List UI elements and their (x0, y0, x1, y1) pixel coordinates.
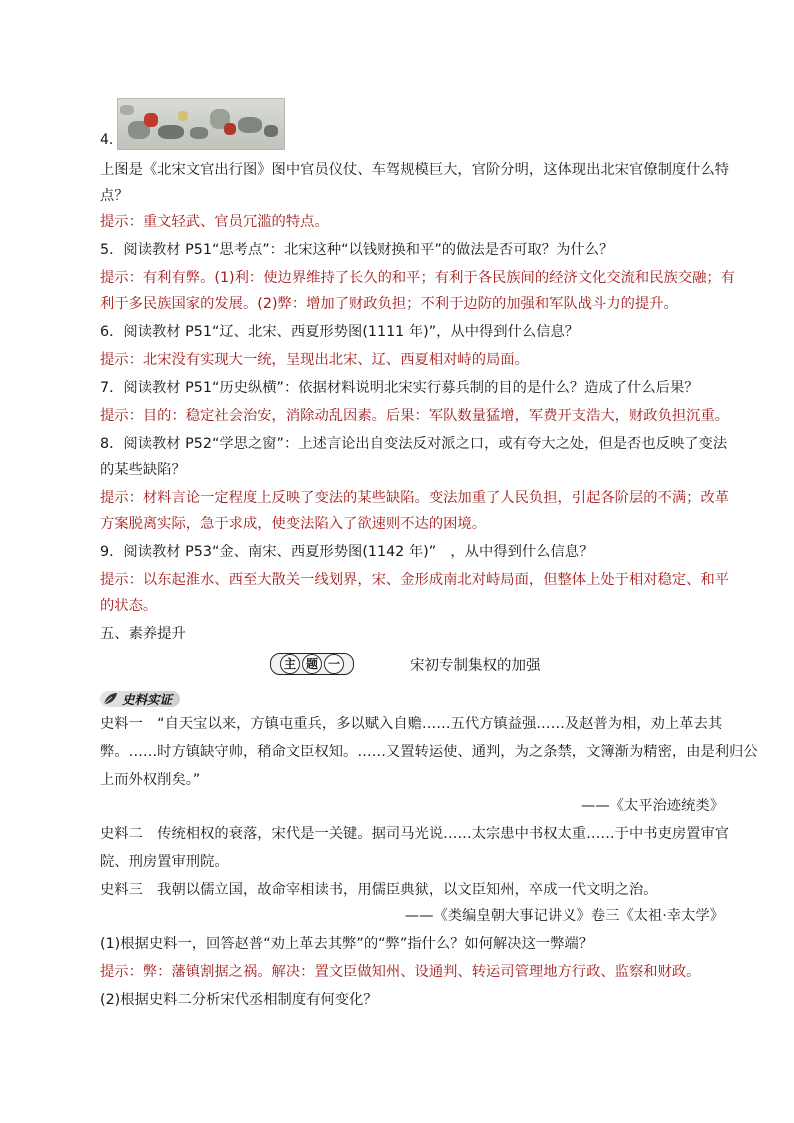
section-tag-label: 史料实证 (122, 692, 173, 707)
source-1: 史料一 “自天宝以来，方镇屯重兵，多以赋入自赡……五代方镇益强……及赵普为相，劝上革去其 (100, 716, 723, 732)
painting-image-icon (117, 98, 285, 150)
question-5: 5．阅读教材 P51“思考点”：北宋这种“以钱财换和平”的做法是否可取？为什么？ (100, 242, 614, 258)
hint-line: 提示：重文轻武、官员冗滥的特点。 (100, 214, 329, 230)
theme-badge-char: 一 (324, 654, 344, 674)
text-line: 上图是《北宋文官出行图》图中官员仪仗、车驾规模巨大，官阶分明，这体现出北宋官僚制度什么特 (100, 162, 730, 178)
theme-badge (270, 653, 354, 675)
source-3: 史料三 我朝以儒立国，故命宰相读书，用儒臣典狱，以文臣知州，卒成一代文明之治。 (100, 882, 658, 898)
theme-badge-char: 题 (302, 654, 322, 674)
hint-line: 利于多民族国家的发展。(2)弊：增加了财政负担；不利于边防的加强和军队战斗力的提升。 (100, 296, 678, 312)
hint-line: 的状态。 (100, 598, 158, 614)
source-1-cont: 上而外权削矣。” (100, 772, 201, 788)
hint-line: 提示：北宋没有实现大一统，呈现出北宋、辽、西夏相对峙的局面。 (100, 352, 529, 368)
figure-number: 4. (100, 132, 114, 148)
hint-line: 提示：目的：稳定社会治安，消除动乱因素。后果：军队数量猛增，军费开支浩大，财政负担沉重。 (100, 408, 730, 424)
source-citation: ——《类编皇朝大事记讲义》卷三《太祖·幸太学》 (404, 908, 724, 924)
question-6: 6．阅读教材 P51“辽、北宋、西夏形势图(1111 年)”，从中得到什么信息？ (100, 324, 580, 340)
hint-line: 提示：以东起淮水、西至大散关一线划界，宋、金形成南北对峙局面，但整体上处于相对稳定、和平 (100, 572, 730, 588)
section-heading: 五、素养提升 (100, 626, 186, 642)
source-citation: ——《太平治迹统类》 (581, 798, 724, 814)
hint-line: 提示：材料言论一定程度上反映了变法的某些缺陷。变法加重了人民负担，引起各阶层的不满；改革 (100, 490, 730, 506)
theme-badge-char: 主 (280, 654, 300, 674)
section-tag (100, 690, 198, 708)
question-1: (1)根据史料一，回答赵普“劝上革去其弊”的“弊”指什么？如何解决这一弊端？ (100, 936, 594, 952)
hint-line: 方案脱离实际，急于求成，使变法陷入了欲速则不达的困境。 (100, 516, 487, 532)
figure-row (100, 94, 285, 150)
text-line: 的某些缺陷？ (100, 462, 186, 478)
theme-title: 宋初专制集权的加强 (410, 657, 541, 674)
question-2: (2)根据史料二分析宋代丞相制度有何变化？ (100, 992, 378, 1008)
source-1-cont: 弊。……时方镇缺守帅，稍命文臣权知。……又置转运使、通判，为之条禁，文簿渐为精密，由是利归公 (100, 744, 758, 760)
theme-heading (270, 652, 541, 676)
text-line: 点？ (100, 188, 129, 204)
question-7: 7．阅读教材 P51“历史纵横”：依据材料说明北宋实行募兵制的目的是什么？造成了什么后果？ (100, 380, 699, 396)
source-2: 史料二 传统相权的衰落，宋代是一关键。据司马光说……太宗患中书权太重……于中书吏房置审官 (100, 826, 730, 842)
hint-line: 提示：有利有弊。(1)利：使边界维持了长久的和平；有利于各民族间的经济文化交流和民族交融；有 (100, 270, 736, 286)
leaf-icon (102, 692, 118, 706)
question-8: 8．阅读教材 P52“学思之窗”：上述言论出自变法反对派之口，或有夸大之处，但是否也反映了变法 (100, 436, 728, 452)
source-2-cont: 院、刑房置审刑院。 (100, 854, 229, 870)
hint-line: 提示：弊：藩镇割据之祸。解决：置文臣做知州、设通判、转运司管理地方行政、监察和财政。 (100, 964, 701, 980)
question-9: 9．阅读教材 P53“金、南宋、西夏形势图(1142 年)” ，从中得到什么信息？ (100, 544, 594, 560)
